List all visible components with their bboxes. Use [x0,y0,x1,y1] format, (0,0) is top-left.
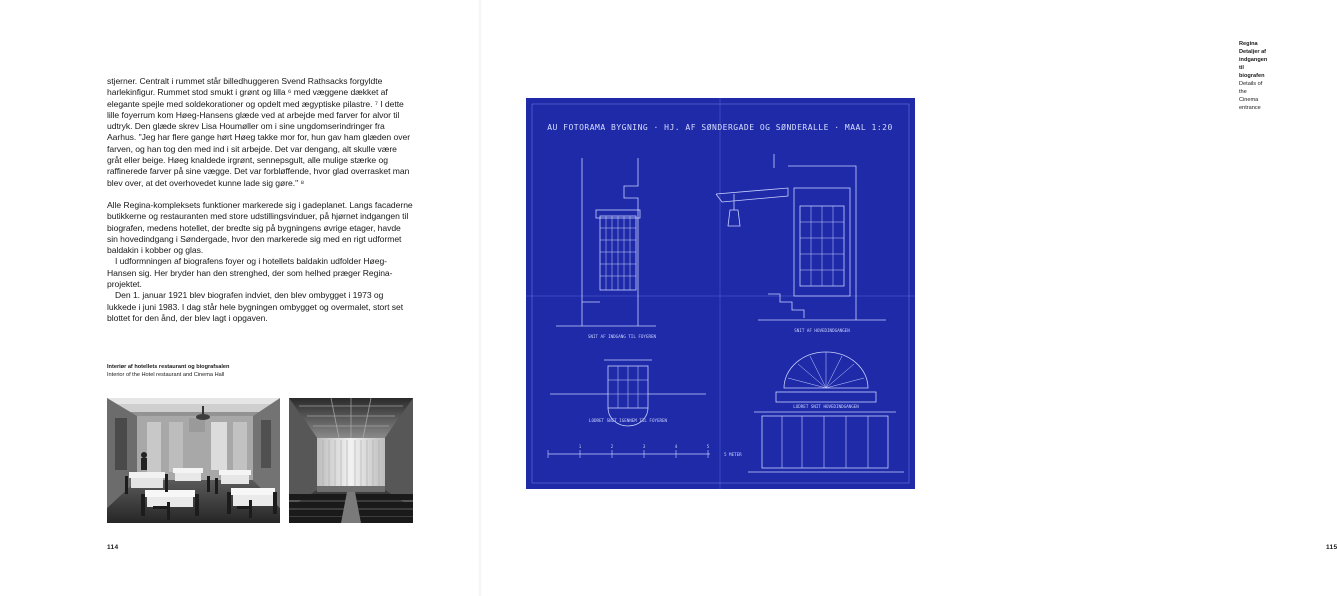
blueprint-label-main-section: SNIT AF HOVEDINDGANGEN [794,328,850,333]
blueprint-caption [1239,40,1267,112]
paragraph-3: I udformningen af biografens foyer og i hotellets baldakin udfolder Høeg-Hansen sig. Her bryder han den strenghed, der som helhed præger Regina-projektet. [107,256,393,290]
blueprint-scale-1: 1 [578,444,582,449]
blueprint-label-foyer-section: SNIT AF INDGANG TIL FOYEREN [587,334,657,339]
blueprint-scale-label: 5 METER [724,452,742,457]
photo-caption-danish: Interiør af hotellets restaurant og biografsalen [107,364,230,370]
photo-caption-english: Interior of the Hotel restaurant and Cinema Hall [107,372,225,378]
blueprint-scale-5: 5 [706,444,710,449]
page-number-left: 114 [107,544,119,551]
paragraph-4: Den 1. januar 1921 blev biografen indviet, den blev ombygget i 1973 og lukkede i juni 1983. I dag står hele bygningen ombygget og overmalet, stort set blottet for den ånd, der blev lagt i opgaven. [107,290,404,323]
blueprint-caption-danish: Detaljer af indgangen til biografen [1239,49,1268,79]
page-number-right: 115 [1326,544,1337,551]
blueprint-label-foyer-plan: LODRET SNIT IGENNEM TIL FOYEREN [588,418,668,423]
photo-caption [107,363,229,379]
blueprint-caption-english: Details of the Cinema entrance [1239,81,1263,111]
paragraph-2: Alle Regina-kompleksets funktioner markerede sig i gadeplanet. Langs facaderne butikkerne og restauranten med store udstillingsvinduer, på hjørnet indgangen til biografen, medens hotellet, der bredte sig på bygningens øvrige etager, havde sin hovedindgang i Søndergade, hvor den markerede sig med en rigt udformet baldakin i kobber og glas. [107,199,413,256]
blueprint-drawing [526,98,915,489]
left-page [0,0,480,596]
paragraph-1: stjerner. Centralt i rummet står billedhuggeren Svend Rathsacks forgyldte harlekinfigur. Rummet stod smukt i grønt og lilla ⁶ med væggene dækket af elegante spejle med soldekorationer og opdelt med ægyptiske pilastre. ⁷ I dette lille foyerrum kom Høeg-Hansens glæde ved at arbejde med farver for alvor til udtryk. Den glæde skrev Lisa Houmøller om i sine ungdomserindringer fra Aarhus. "Jeg har flere gange hørt Høeg takke mor for, hun gav ham glæden over farven, og han tog den med ind i sit arbejde. Det var dengang, alt skulle være gråt eller beige. Høeg knaldede irgrønt, sennepsgult, alle mulige stærke og raffinerede farver på sine vægge. Det var forbløffende, hvor glad overrasket man blev over, at det overhovedet kunne lade sig gøre." ⁸ [107,76,411,188]
restaurant-photo [107,398,280,523]
blueprint-title: AU FOTORAMA BYGNING · HJ. AF SØNDERGADE OG SØNDERALLE · MAAL 1:20 [547,123,893,132]
blueprint-label-main-plan: LODRET SNIT HOVEDINDGANGEN [793,404,859,409]
blueprint-scale-4: 4 [674,444,678,449]
body-text [107,76,413,324]
blueprint-caption-title: Regina [1239,41,1258,47]
blueprint-scale-2: 2 [610,444,614,449]
cinema-photo [289,398,413,523]
blueprint-scale-3: 3 [642,444,646,449]
